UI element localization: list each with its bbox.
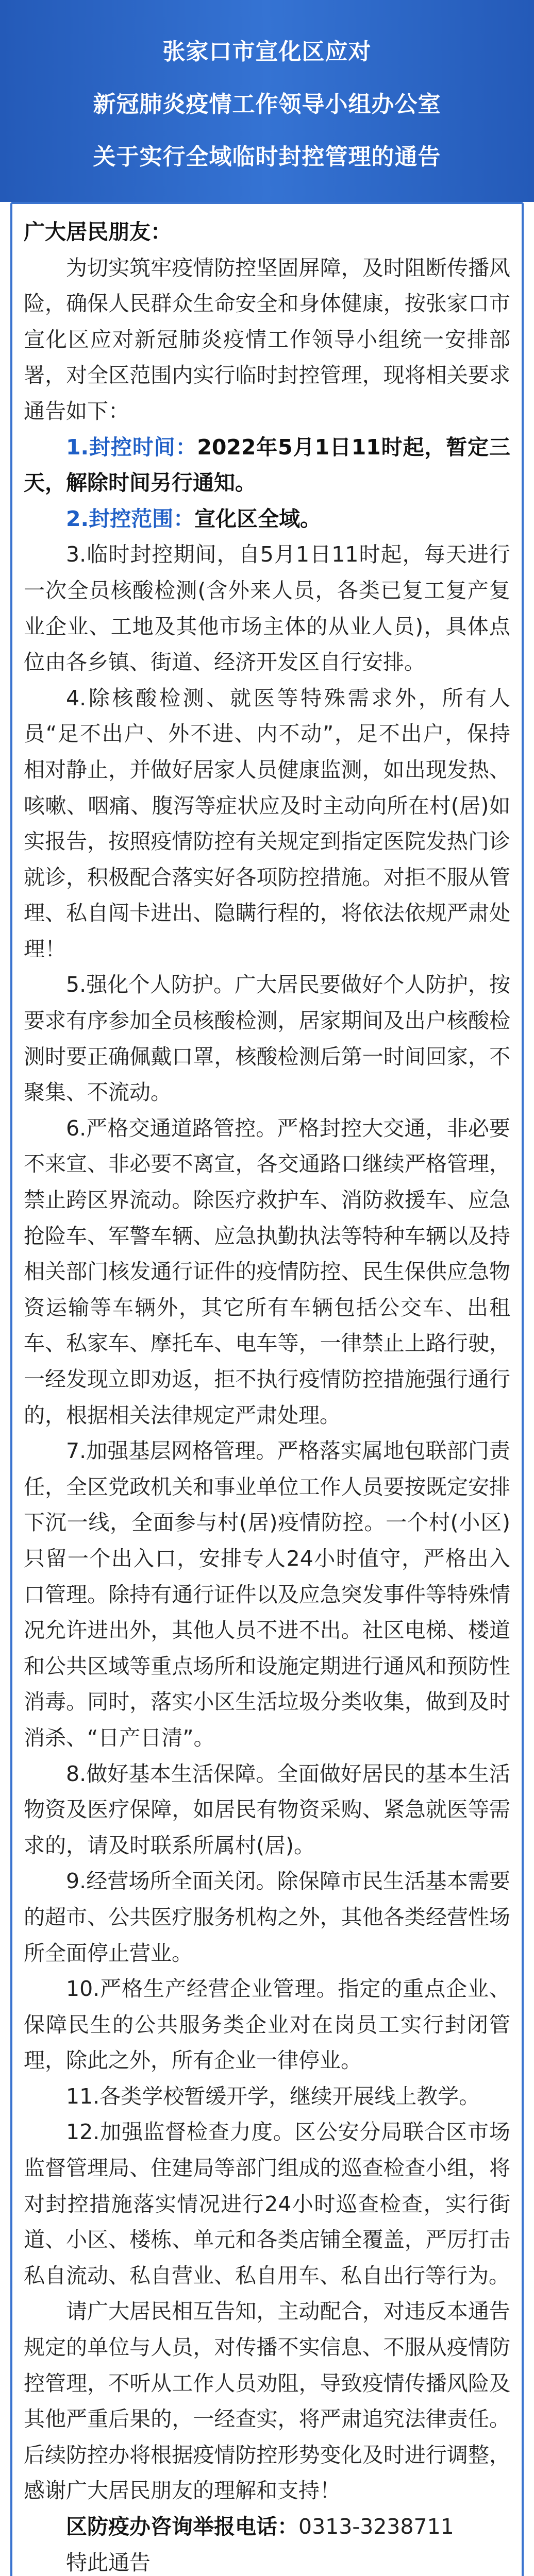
title-line-2: 新冠肺炎疫情工作领导小组办公室 <box>93 91 441 117</box>
hotline-line <box>24 2509 510 2545</box>
intro-paragraph: 为切实筑牢疫情防控坚固屏障，及时阻断传播风险，确保人民群众生命安全和身体健康，按张家口市宣化区应对新冠肺炎疫情工作领导小组统一安排部署，对全区范围内实行临时封控管理，现将相关要求通告如下： <box>24 255 510 423</box>
item-11-paragraph: 11.各类学校暂缓开学，继续开展线上教学。 <box>66 2083 480 2109</box>
item-5-paragraph: 5.强化个人防护。广大居民要做好个人防护，按要求有序参加全员核酸检测，居家期间及出户核酸检测时要正确佩戴口罩，核酸检测后第一时间回家，不聚集、不流动。 <box>24 972 510 1105</box>
item-3-paragraph: 3.临时封控期间，自5月1日11时起，每天进行一次全员核酸检测(含外来人员，各类已复工复产复业企业、工地及其他市场主体的从业人员)，具体点位由各乡镇、街道、经济开发区自行安排。 <box>24 542 510 675</box>
item-1-text: 2022年5月1日11时起，暂定三天，解除时间另行通知。 <box>24 434 510 496</box>
title-line-1: 张家口市宣化区应对 <box>162 39 372 65</box>
item-7-paragraph: 7.加强基层网格管理。严格落实属地包联部门责任，全区党政机关和事业单位工作人员要按既定安排下沉一线，全面参与村(居)疫情防控。一个村(小区)只留一个出入口，安排专人24小时值守，严格出入口管理。除持有通行证件以及应急突发事件等特殊情况允许进出外，其他人员不进不出。社区电梯、楼道和公共区域等重点场所和设施定期进行通风和预防性消毒。同时，落实小区生活垃圾分类收集，做到及时消杀、“日产日清”。 <box>24 1438 510 1750</box>
greeting: 广大居民朋友： <box>24 219 172 244</box>
hotline-number: 0313-3238711 <box>298 2514 454 2539</box>
title-line-3: 关于实行全域临时封控管理的通告 <box>93 144 441 170</box>
item-2-lockdown-scope <box>24 501 510 537</box>
item-1-lockdown-time <box>24 430 510 501</box>
item-12-paragraph: 12.加强监督检查力度。区公安分局联合区市场监督管理局、住建局等部门组成的巡查检查小组，将对封控措施落实情况进行24小时巡查检查，实行街道、小区、楼栋、单元和各类店铺全覆盖，严厉打击私自流动、私自营业、私自用车、私自出行等行为。 <box>24 2120 510 2288</box>
closing-paragraph: 请广大居民相互告知，主动配合，对违反本通告规定的单位与人员，对传播不实信息、不服从疫情防控管理，不听从工作人员劝阻，导致疫情传播风险及其他严重后果的，一经查实，将严肃追究法律责任。后续防控办将根据疫情防控形势变化及时进行调整，感谢广大居民朋友的理解和支持！ <box>24 2299 510 2503</box>
item-1-label: 1.封控时间： <box>66 434 197 460</box>
item-8-paragraph: 8.做好基本生活保障。全面做好居民的基本生活物资及医疗保障，如居民有物资采购、紧急就医等需求的，请及时联系所属村(居)。 <box>24 1761 510 1858</box>
header-banner <box>0 0 534 202</box>
item-10-paragraph: 10.严格生产经营企业管理。指定的重点企业、保障民生的公共服务类企业对在岗员工实行封闭管理，除此之外，所有企业一律停业。 <box>24 1976 510 2073</box>
item-4-paragraph: 4.除核酸检测、就医等特殊需求外，所有人员“足不出户、外不进、内不动”，足不出户，保持相对静止，并做好居家人员健康监测，如出现发热、咳嗽、咽痛、腹泻等症状应及时主动向所在村(居)如实报告，按照疫情防控有关规定到指定医院发热门诊就诊，积极配合落实好各项防控措施。对拒不服从管理、私自闯卡进出、隐瞒行程的，将依法依规严肃处理！ <box>24 685 510 961</box>
item-2-label: 2.封控范围： <box>66 506 195 531</box>
item-2-text: 宣化区全域。 <box>194 506 322 531</box>
notice-body <box>24 214 510 2576</box>
item-9-paragraph: 9.经营场所全面关闭。除保障市民生活基本需要的超市、公共医疗服务机构之外，其他各类经营性场所全面停止营业。 <box>24 1869 510 1965</box>
item-6-paragraph: 6.严格交通道路管控。严格封控大交通，非必要不来宣、非必要不离宣，各交通路口继续严格管理，禁止跨区界流动。除医疗救护车、消防救援车、应急抢险车、军警车辆、应急执勤执法等特种车辆以及持相关部门核发通行证件的疫情防控、民生保供应急物资运输等车辆外，其它所有车辆包括公交车、出租车、私家车、摩托车、电车等，一律禁止上路行驶，一经发现立即劝返，拒不执行疫情防控措施强行通行的，根据相关法律规定严肃处理。 <box>24 1115 510 1428</box>
hotline-label: 区防疫办咨询举报电话： <box>66 2514 298 2539</box>
notice-card <box>10 202 524 2576</box>
end-statement: 特此通告 <box>66 2550 151 2575</box>
